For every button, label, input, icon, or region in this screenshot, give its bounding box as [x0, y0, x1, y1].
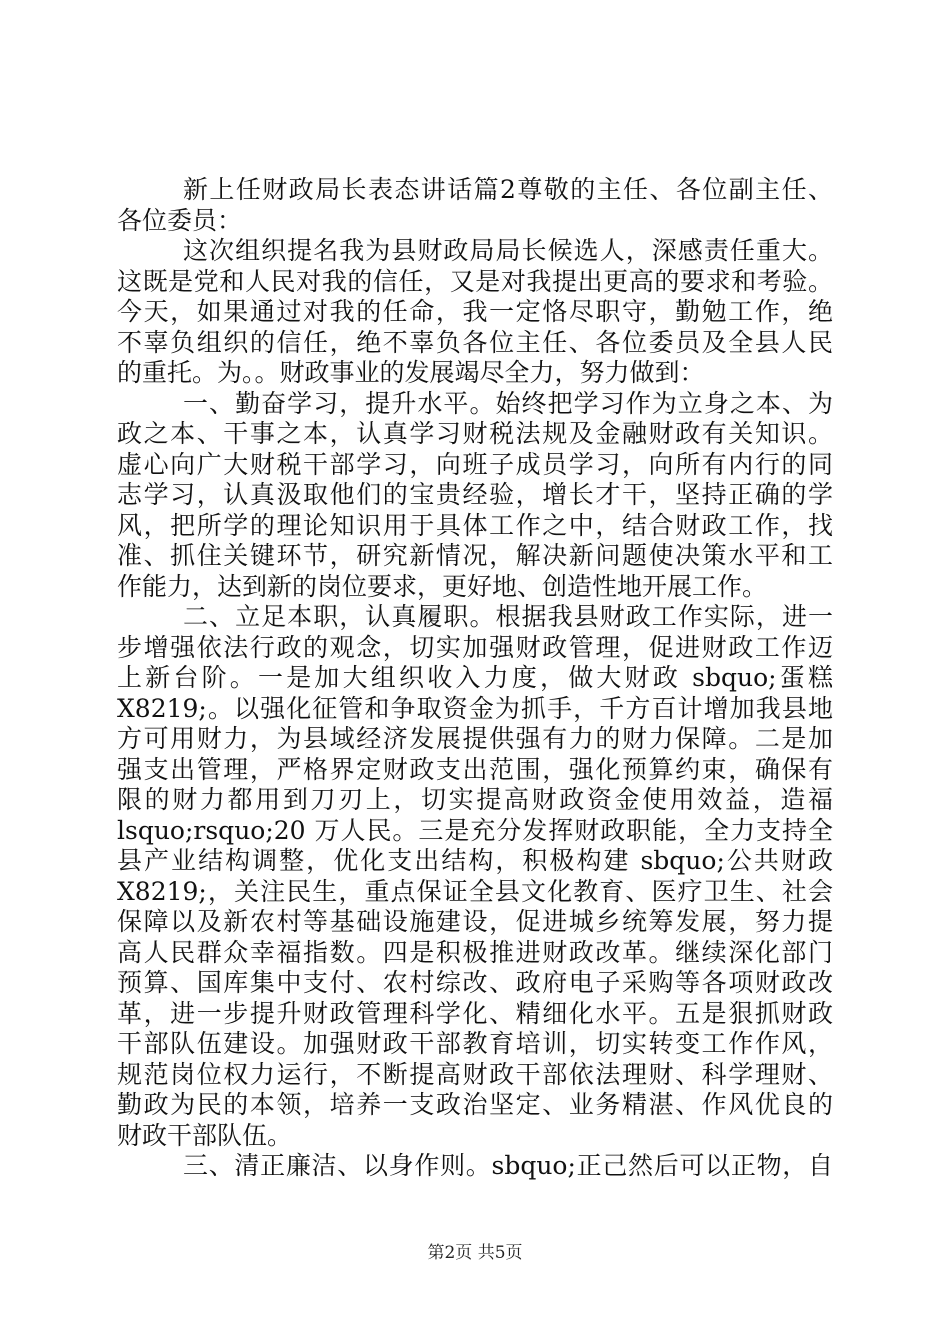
text-line: 方可用财力，为县域经济发展提供强有力的财力保障。二是加	[117, 724, 833, 753]
text-line: 今天，如果通过对我的任命，我一定恪尽职守，勤勉工作，绝	[117, 297, 833, 326]
text-line: 步增强依法行政的观念，切实加强财政管理，促进财政工作迈	[117, 632, 833, 662]
text-line: 作能力，达到新的岗位要求，更好地、创造性地开展工作。	[117, 571, 768, 601]
text-line: 的重托。为。。财政事业的发展竭尽全力，努力做到：	[117, 358, 705, 387]
text-line: 强支出管理，严格界定财政支出范围，强化预算约束，确保有	[117, 754, 833, 784]
text-line: 保障以及新农村等基础设施建设，促进城乡统筹发展，努力提	[117, 907, 833, 936]
page-number: 第2页 共5页	[427, 1243, 523, 1263]
paragraph-point-three	[117, 1151, 833, 1182]
text-line: 限的财力都用到刀刃上，切实提高财政资金使用效益，造福	[117, 785, 833, 814]
paragraph-point-two	[117, 602, 833, 1151]
text-line: X8219;。以强化征管和争取资金为抓手，千方百计增加我县地	[117, 693, 833, 723]
paragraph-intro	[117, 236, 833, 389]
text-line: 三、清正廉洁、以身作则。sbquo;正己然后可以正物，自	[183, 1151, 833, 1180]
text-line: 政之本、干事之本，认真学习财税法规及金融财政有关知识。	[117, 419, 833, 448]
text-line: 不辜负组织的信任，绝不辜负各位主任、各位委员及全县人民	[117, 327, 833, 357]
text-line: 这既是党和人民对我的信任，又是对我提出更高的要求和考验。	[117, 266, 833, 296]
text-line: 志学习，认真汲取他们的宝贵经验，增长才干，坚持正确的学	[117, 480, 833, 509]
text-line: 各位委员：	[117, 205, 243, 235]
text-line: lsquo;rsquo;20 万人民。三是充分发挥财政职能，全力支持全	[117, 815, 833, 845]
document-body	[117, 175, 833, 1182]
page-footer	[0, 1241, 950, 1265]
text-line: X8219;，关注民生，重点保证全县文化教育、医疗卫生、社会	[117, 876, 833, 906]
text-line: 准、抓住关键环节，研究新情况，解决新问题使决策水平和工	[117, 541, 833, 570]
text-line: 这次组织提名我为县财政局局长候选人，深感责任重大。	[183, 236, 833, 265]
text-line: 革，进一步提升财政管理科学化、精细化水平。五是狠抓财政	[117, 998, 833, 1028]
text-line: 一、勤奋学习，提升水平。始终把学习作为立身之本、为	[183, 388, 833, 418]
text-line: 规范岗位权力运行，不断提高财政干部依法理财、科学理财、	[117, 1059, 833, 1089]
text-line: 高人民群众幸福指数。四是积极推进财政改革。继续深化部门	[117, 937, 833, 967]
text-line: 预算、国库集中支付、农村综改、政府电子采购等各项财政改	[117, 968, 833, 997]
text-line: 虚心向广大财税干部学习，向班子成员学习，向所有内行的同	[117, 449, 833, 479]
text-line: 风，把所学的理论知识用于具体工作之中，结合财政工作，找	[117, 510, 833, 540]
text-line: 新上任财政局长表态讲话篇2尊敬的主任、各位副主任、	[183, 175, 833, 204]
paragraph-point-one	[117, 389, 833, 603]
text-line: 县产业结构调整，优化支出结构，积极构建 sbquo;公共财政	[117, 846, 833, 875]
paragraph-title-greeting	[117, 175, 833, 236]
text-line: 勤政为民的本领，培养一支政治坚定、业务精湛、作风优良的	[117, 1090, 833, 1119]
text-line: 财政干部队伍。	[117, 1120, 293, 1150]
text-line: 二、立足本职，认真履职。根据我县财政工作实际，进一	[183, 602, 833, 631]
text-line: 上新台阶。一是加大组织收入力度，做大财政 sbquo;蛋糕	[117, 663, 833, 692]
text-line: 干部队伍建设。加强财政干部教育培训，切实转变工作作风，	[117, 1029, 833, 1058]
